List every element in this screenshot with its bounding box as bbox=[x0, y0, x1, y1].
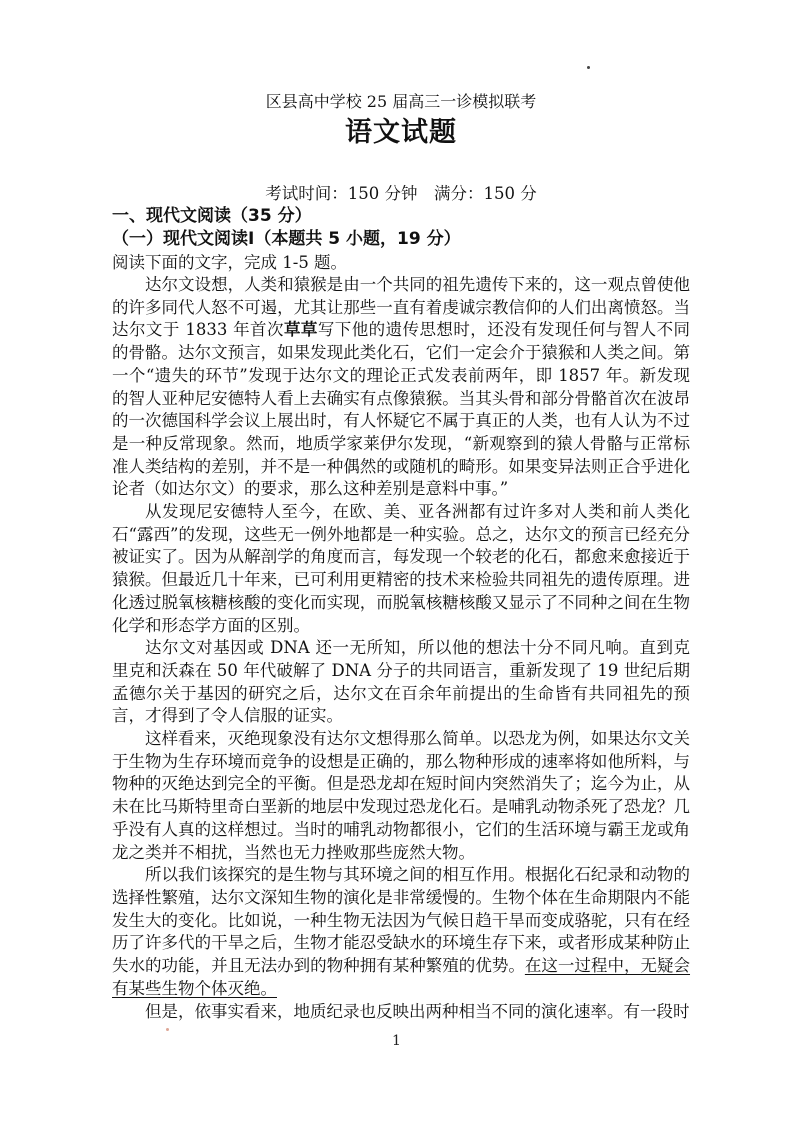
text-segment: 达尔文对基因或 DNA 还一无所知，所以他的想法十分不同凡响。直到克里克和沃森在 50 年代破解了 DNA 分子的共同语言，重新发现了 19 世纪后期孟德尔关于基因的研究之后，达尔文在百余年前提出的生命皆有共同祖先的预言，才得到了令人信服的证实。 bbox=[112, 638, 690, 726]
subsection-one-heading: （一）现代文阅读Ⅰ（本题共 5 小题，19 分） bbox=[112, 229, 461, 249]
reading-passage bbox=[112, 274, 690, 1023]
passage-paragraph-6 bbox=[112, 1001, 690, 1024]
page-content bbox=[112, 90, 690, 1023]
passage-paragraph-5 bbox=[112, 864, 690, 1000]
stray-ink-dot bbox=[587, 66, 590, 69]
school-header: 区县高中学校 25 届高三一诊模拟联考 bbox=[265, 92, 537, 111]
text-segment: 在这一过程中，无疑会有某些生物个体灭绝。 bbox=[112, 956, 691, 998]
text-segment: 写下他的遗传思想时，还没有发现任何与智人不同的骨骼。达尔文预言，如果发现此类化石，它们一定会介于猿猴和人类之间。第一个“遗失的环节”发现于达尔文的理论正式发表前两年，即 1857 年。新发现的智人亚种尼安德特人看上去确实有点像猿猴。当其头骨和部分骨骼首次在波昂的一次德国科学会议上展出时，有人怀疑它不属于真正的人类，也有人认为不过是一种反常现象。然而，地质学家莱伊尔发现，“新观察到的猿人骨骼与正常标准人类结构的差别，并不是一种偶然的或随机的畸形。如果变异法则正合乎进化论者（如达尔文）的要求，那么这种差别是意料中事。” bbox=[112, 320, 691, 499]
text-segment: 但是，依事实看来，地质纪录也反映出两种相当不同的演化速率。有一段时 bbox=[145, 1001, 690, 1021]
text-segment: 所以我们该探究的是生物与其环境之间的相互作用。根据化石纪录和动物的选择性繁殖，达尔文深知生物的演化是非常缓慢的。生物个体在生命期限内不能发生大的变化。比如说，一种生物无法因为气候日趋干旱而变成骆驼，只有在经历了许多代的干旱之后，生物才能忍受缺水的环境生存下来，或者形成某种防止失水的功能，并且无法办到的物种拥有某种繁殖的优势。 bbox=[112, 865, 690, 976]
section-one-heading: 一、现代文阅读（35 分） bbox=[112, 206, 312, 226]
passage-instruction: 阅读下面的文字，完成 1-5 题。 bbox=[112, 253, 348, 272]
text-segment: 从发现尼安德特人至今，在欧、美、亚各洲都有过许多对人类和前人类化石“露西”的发现，这些无一例外地都是一种实验。总之，达尔文的预言已经充分被证实了。因为从解剖学的角度而言，每发现一个较老的化石，都愈来愈接近于猿猴。但最近几十年来，已可利用更精密的技术来检验共同祖先的遗传原理。进化透过脱氧核糖核酸的变化而实现，而脱氧核糖核酸又显示了不同种之间在生物化学和形态学方面的区别。 bbox=[112, 502, 690, 635]
passage-paragraph-2 bbox=[112, 501, 690, 637]
page-number: 1 bbox=[392, 1033, 401, 1049]
exam-title: 语文试题 bbox=[345, 117, 457, 148]
text-segment: 达尔文设想，人类和猿猴是由一个共同的祖先遗传下来的，这一观点曾使他的许多同代人怒不可遏，尤其让那些一直有着虔诚宗教信仰的人们出离愤怒。当达尔文于 1833 年首次 bbox=[112, 275, 690, 340]
passage-paragraph-4 bbox=[112, 728, 690, 864]
stray-orange-mark bbox=[166, 1028, 169, 1031]
passage-paragraph-3 bbox=[112, 637, 690, 728]
passage-paragraph-1 bbox=[112, 274, 690, 501]
text-segment: 草草 bbox=[283, 320, 318, 340]
exam-info-line: 考试时间：150 分钟 满分：150 分 bbox=[265, 184, 537, 203]
text-segment: 这样看来，灭绝现象没有达尔文想得那么简单。以恐龙为例，如果达尔文关于生物为生存环境而竞争的设想是正确的，那么物种形成的速率将如他所料，与物种的灭绝达到完全的平衡。但是恐龙却在短时间内突然消失了；迄今为止，从未在比马斯特里奇白垩新的地层中发现过恐龙化石。是哺乳动物杀死了恐龙？几乎没有人真的这样想过。当时的哺乳动物都很小，它们的生活环境与霸王龙或角龙之类并不相扰，当然也无力挫败那些庞然大物。 bbox=[112, 729, 690, 862]
